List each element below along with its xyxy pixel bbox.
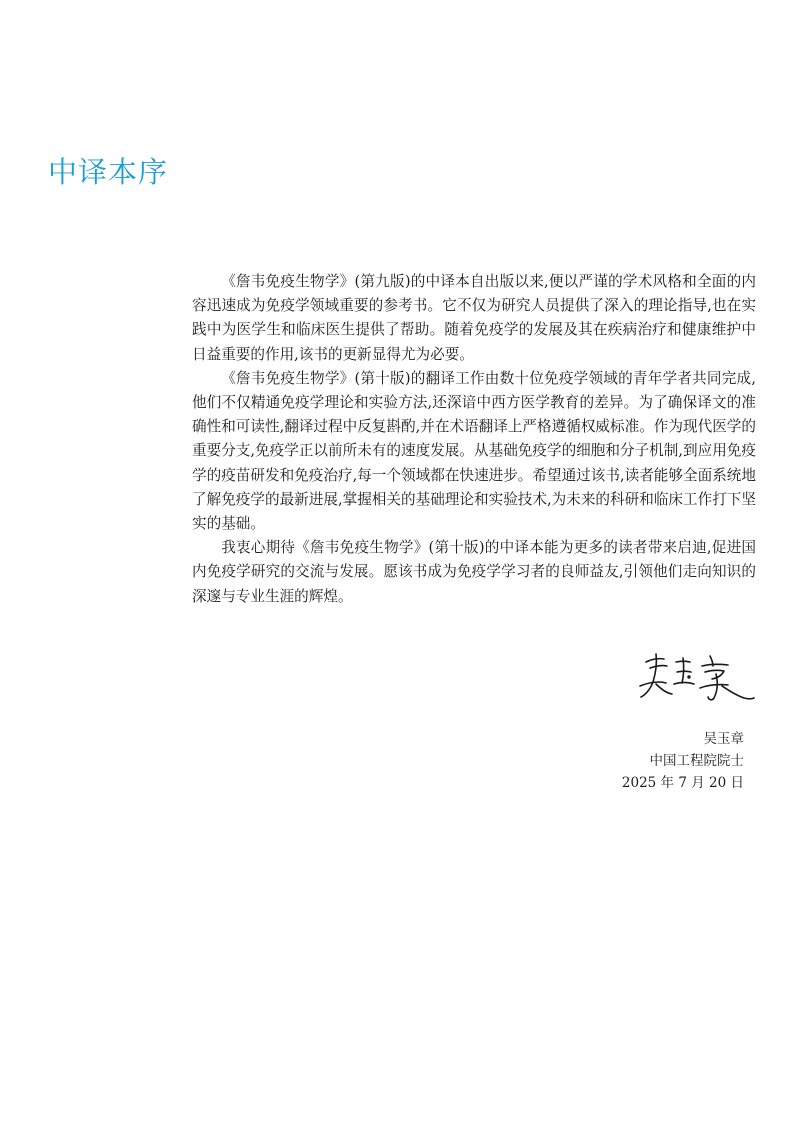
sign-date: 2025 年 7 月 20 日 (621, 775, 744, 791)
preface-paragraph-2: 《詹韦免疫生物学》(第十版)的翻译工作由数十位免疫学领域的青年学者共同完成,他们不仅精通免疫学理论和实验方法,还深谙中西方医学教育的差异。为了确保译文的准确性和可读性,翻译过程中反复斟酌,并在术语翻译上严格遵循权威标准。作为现代医学的重要分支,免疫学正以前所未有的速度发展。从基础免疫学的细胞和分子机制,到应用免疫学的疫苗研发和免疫治疗,每一个领域都在快速进步。希望通过该书,读者能够全面系统地了解免疫学的最新进展,掌握相关的基础理论和实验技术,为未来的科研和临床工作打下坚实的基础。 (192, 369, 756, 533)
signer-position: 中国工程院院士 (649, 753, 744, 769)
handwritten-signature (636, 648, 756, 710)
preface-paragraph-1: 《詹韦免疫生物学》(第九版)的中译本自出版以来,便以严谨的学术风格和全面的内容迅速成为免疫学领域重要的参考书。它不仅为研究人员提供了深入的理论指导,也在实践中为医学生和临床医生提供了帮助。随着免疫学的发展及其在疾病治疗和健康维护中日益重要的作用,该书的更新显得尤为必要。 (192, 273, 756, 363)
preface-body (192, 270, 756, 609)
signature-block (622, 728, 744, 794)
signer-name: 吴玉章 (703, 731, 744, 747)
page-title: 中译本序 (48, 155, 169, 189)
preface-paragraph-3: 我衷心期待《詹韦免疫生物学》(第十版)的中译本能为更多的读者带来启迪,促进国内免疫学研究的交流与发展。愿该书成为免疫学学习者的良师益友,引领他们走向知识的深邃与专业生涯的辉煌。 (192, 539, 756, 605)
